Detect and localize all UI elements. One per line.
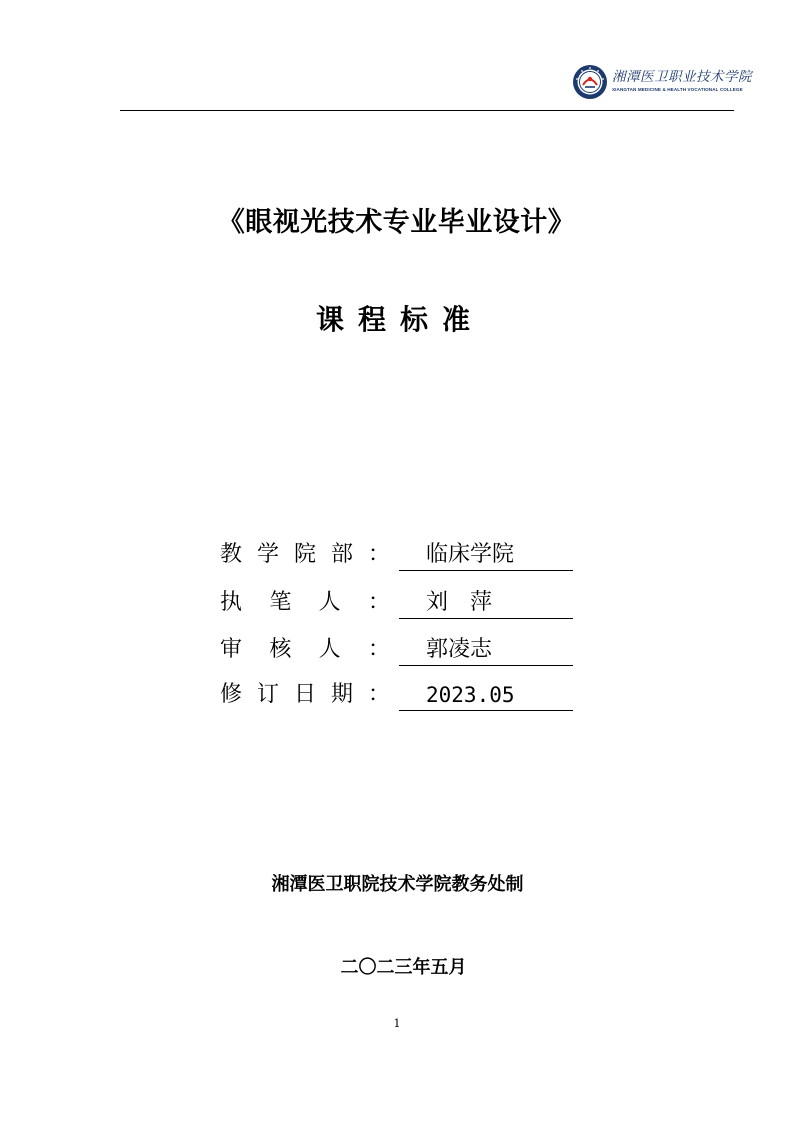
college-name-en: XIANGTAN MEDICINE & HEALTH VOCATIONAL COLLEGE bbox=[612, 87, 743, 92]
college-emblem-icon bbox=[572, 64, 608, 100]
document-title: 《眼视光技术专业毕业设计》 bbox=[217, 207, 576, 238]
field-value: 临床学院 bbox=[399, 537, 573, 571]
field-reviewer bbox=[220, 632, 580, 668]
header-divider bbox=[120, 110, 734, 111]
field-author bbox=[220, 585, 580, 621]
issuing-office: 湘潭医卫职院技术学院教务处制 bbox=[271, 874, 524, 895]
field-label: 执 笔 人 ： bbox=[220, 590, 390, 615]
field-label: 审 核 人 ： bbox=[220, 637, 390, 662]
document-date: 二〇二三年五月 bbox=[340, 957, 467, 978]
field-label: 修 订 日 期 ： bbox=[220, 682, 390, 707]
document-subtitle: 课程标准 bbox=[315, 303, 484, 336]
field-revision-date bbox=[220, 677, 580, 713]
field-value: 刘萍 bbox=[399, 585, 573, 619]
field-value: 郭凌志 bbox=[399, 632, 573, 666]
college-name-cn: 湘潭医卫职业技术学院 bbox=[612, 69, 752, 85]
field-department bbox=[220, 537, 580, 573]
college-logo bbox=[572, 64, 752, 104]
field-label: 教 学 院 部 ： bbox=[220, 542, 390, 567]
page-number: 1 bbox=[393, 1017, 401, 1030]
field-value: 2023.05 bbox=[399, 677, 573, 711]
